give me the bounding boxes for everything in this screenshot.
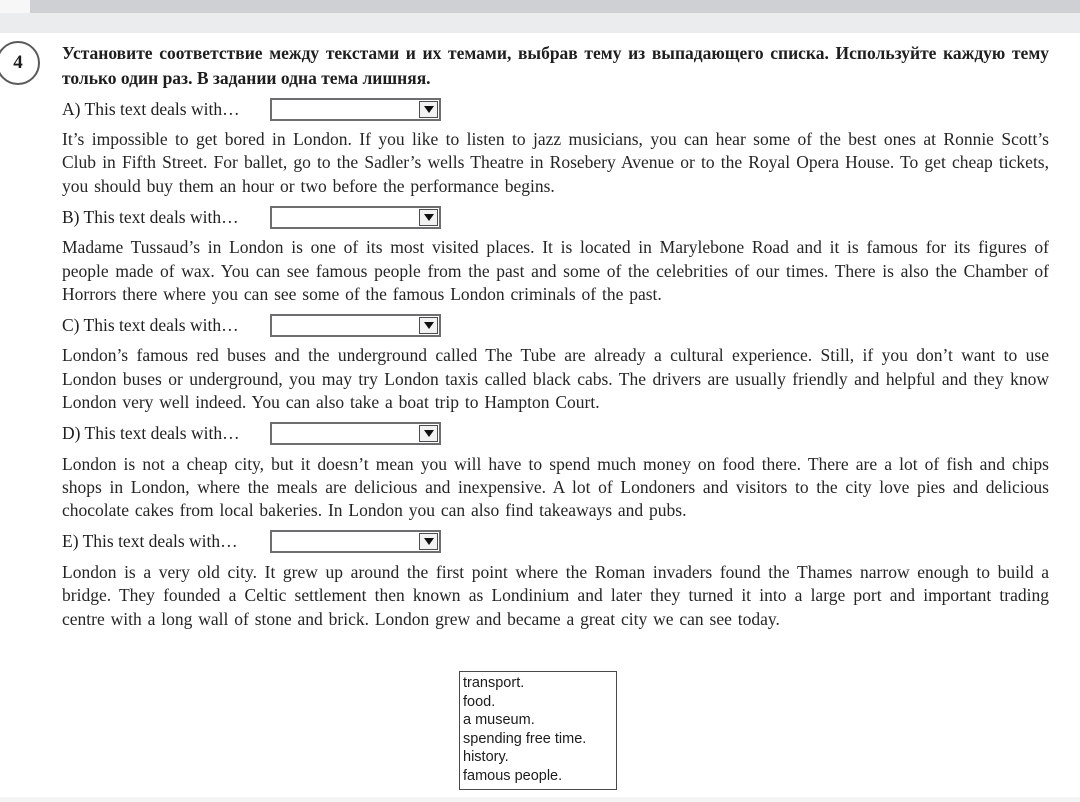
question-label: D) This text deals with… [62, 423, 240, 444]
task-content [62, 41, 1049, 631]
passage-text: London is not a cheap city, but it doesn’t mean you will have to spend much money on food there. There are a lot of fish and chips shops in London, where the meals are delicious and inexpensive. A lot of Londoners and visitors to the city love pies and delicious chocolate cakes from local bakeries. In London you can also find takeaways and pubs. [62, 453, 1049, 521]
passage-text: Madame Tussaud’s in London is one of its most visited places. It is located in Marylebone Road and it is famous for its figures of people made of wax. You can see famous people from the past and some of the celebrities of our times. There is also the Chamber of Horrors there where you can see some of the famous London criminals of the past. [62, 237, 1049, 305]
bottom-edge-strip [0, 797, 1080, 802]
question-row [62, 422, 1049, 446]
dropdown-button[interactable] [419, 101, 438, 118]
option-transport[interactable]: transport. [463, 675, 525, 691]
dropdown-button[interactable] [419, 533, 438, 550]
topic-dropdown-e[interactable] [270, 530, 441, 553]
question-item-d [62, 422, 1049, 523]
question-row [62, 530, 1049, 554]
chevron-down-icon [424, 322, 434, 329]
dropdown-button[interactable] [419, 317, 438, 334]
option-food[interactable]: food. [463, 693, 496, 710]
option-a-museum[interactable]: a museum. [463, 712, 535, 729]
question-label: C) This text deals with… [62, 314, 239, 335]
question-item-c [62, 313, 1049, 414]
chevron-down-icon [424, 538, 434, 545]
option-spending-free-time[interactable]: spending free time. [463, 730, 587, 747]
topic-dropdown-a[interactable] [270, 98, 441, 121]
topic-options-list [459, 671, 617, 790]
question-label: B) This text deals with… [62, 206, 239, 227]
browser-chrome-strip-dark [30, 0, 1080, 13]
passage-text: London’s famous red buses and the underground called The Tube are already a cultural experience. Still, if you don’t want to use London buses or underground, you may try London taxis called black cabs. The drivers are usually friendly and helpful and they know London very well indeed. You can also take a boat trip to Hampton Court. [62, 345, 1049, 413]
option-famous-people[interactable]: famous people. [463, 767, 563, 784]
chevron-down-icon [424, 214, 434, 221]
question-label: E) This text deals with… [62, 531, 238, 552]
question-row [62, 313, 1049, 337]
question-label: A) This text deals with… [62, 98, 240, 119]
dropdown-button[interactable] [419, 209, 438, 226]
passage-text: It’s impossible to get bored in London. If you like to listen to jazz musicians, you can hear some of the best ones at Ronnie Scott’s Club in Fifth Street. For ballet, go to the Sadler’s wells Theatre in Rosebery Avenue or to the Royal Opera House. To get cheap tickets, you should buy them an hour or two before the performance begins. [62, 129, 1049, 196]
question-item-a [62, 97, 1049, 198]
question-row [62, 205, 1049, 229]
chevron-down-icon [424, 106, 434, 113]
browser-chrome-corner [0, 0, 30, 13]
question-item-e [62, 530, 1049, 631]
topic-dropdown-b[interactable] [270, 206, 441, 229]
task-number-badge [0, 41, 40, 85]
option-history[interactable]: history. [463, 749, 509, 766]
question-row [62, 97, 1049, 121]
passage-text: London is a very old city. It grew up around the first point where the Roman invaders found the Thames narrow enough to build a bridge. They founded a Celtic settlement then known as Londinium and later they turned it into a large port and important trading centre with a long wall of stone and brick. London grew and became a great city we can see today. [62, 561, 1049, 629]
dropdown-button[interactable] [419, 425, 438, 442]
task-number: 4 [13, 52, 23, 73]
question-item-b [62, 205, 1049, 306]
topic-dropdown-c[interactable] [270, 314, 441, 337]
chevron-down-icon [424, 430, 434, 437]
task-instructions: Установите соответствие между текстами и их темами, выбрав тему из выпадающего списка. Используйте каждую тему только один раз. В задании одна тема лишняя. [62, 43, 1049, 88]
topic-dropdown-d[interactable] [270, 422, 441, 445]
